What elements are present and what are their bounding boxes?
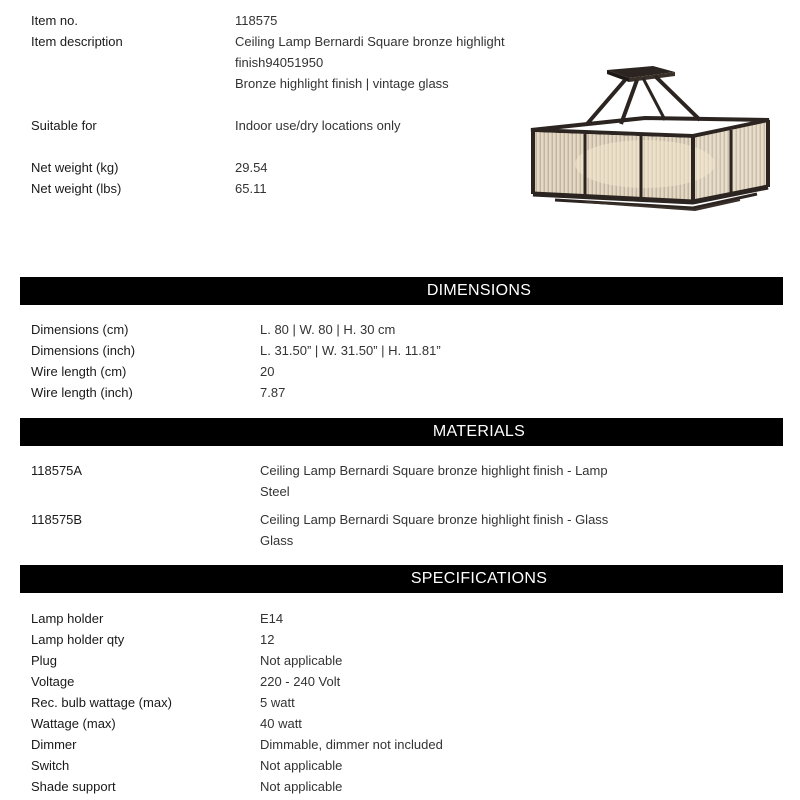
spec-label: Lamp holder qty [31, 632, 125, 647]
spec-label: Dimmer [31, 737, 77, 752]
dimensions-cm-label: Dimensions (cm) [31, 322, 129, 337]
item-no-label: Item no. [31, 13, 78, 28]
materials-section-header [20, 418, 783, 446]
dimensions-inch-label: Dimensions (inch) [31, 343, 136, 358]
wire-length-inch-label: Wire length (inch) [31, 385, 133, 400]
spec-value: 5 watt [260, 695, 295, 710]
spec-value: 40 watt [260, 716, 302, 731]
net-weight-kg-label: Net weight (kg) [31, 160, 119, 175]
product-image [525, 62, 775, 217]
specifications-section-header [20, 565, 783, 593]
net-weight-kg-value: 29.54 [235, 160, 268, 175]
material-description: Ceiling Lamp Bernardi Square bronze highlight finish - Lamp [260, 463, 608, 478]
item-description-line-3: Bronze highlight finish | vintage glass [235, 76, 449, 91]
spec-value: Not applicable [260, 758, 343, 773]
item-no-value: 118575 [235, 13, 278, 28]
item-description-line-1: Ceiling Lamp Bernardi Square bronze highlight [235, 34, 505, 49]
material-description: Ceiling Lamp Bernardi Square bronze highlight finish - Glass [260, 512, 609, 527]
spec-label: Plug [31, 653, 58, 668]
spec-value: E14 [260, 611, 284, 626]
wire-length-cm-value: 20 [260, 364, 275, 379]
spec-value: 220 - 240 Volt [260, 674, 341, 689]
material-code: 118575B [31, 512, 83, 527]
spec-value: Not applicable [260, 653, 343, 668]
suitable-for-value: Indoor use/dry locations only [235, 118, 401, 133]
net-weight-lbs-value: 65.11 [235, 181, 267, 196]
materials-title: MATERIALS [432, 423, 526, 440]
item-description-line-2: finish94051950 [235, 55, 324, 70]
material-type: Steel [260, 484, 290, 499]
spec-label: Wattage (max) [31, 716, 116, 731]
specifications-title: SPECIFICATIONS [410, 570, 548, 587]
material-code: 118575A [31, 463, 83, 478]
suitable-for-label: Suitable for [31, 118, 97, 133]
spec-label: Rec. bulb wattage (max) [31, 695, 172, 710]
dimensions-inch-value: L. 31.50” | W. 31.50” | H. 11.81” [260, 343, 441, 358]
spec-label: Lamp holder [31, 611, 104, 626]
net-weight-lbs-label: Net weight (lbs) [31, 181, 122, 196]
wire-length-cm-label: Wire length (cm) [31, 364, 127, 379]
spec-value: Dimmable, dimmer not included [260, 737, 443, 752]
dimensions-section-header [20, 277, 783, 305]
item-description-label: Item description [31, 34, 123, 49]
spec-label: Shade support [31, 779, 116, 794]
spec-label: Switch [31, 758, 70, 773]
material-type: Glass [260, 533, 294, 548]
spec-label: Voltage [31, 674, 75, 689]
dimensions-cm-value: L. 80 | W. 80 | H. 30 cm [260, 322, 396, 337]
spec-value: 12 [260, 632, 275, 647]
wire-length-inch-value: 7.87 [260, 385, 286, 400]
dimensions-title: DIMENSIONS [426, 282, 532, 299]
spec-value: Not applicable [260, 779, 343, 794]
